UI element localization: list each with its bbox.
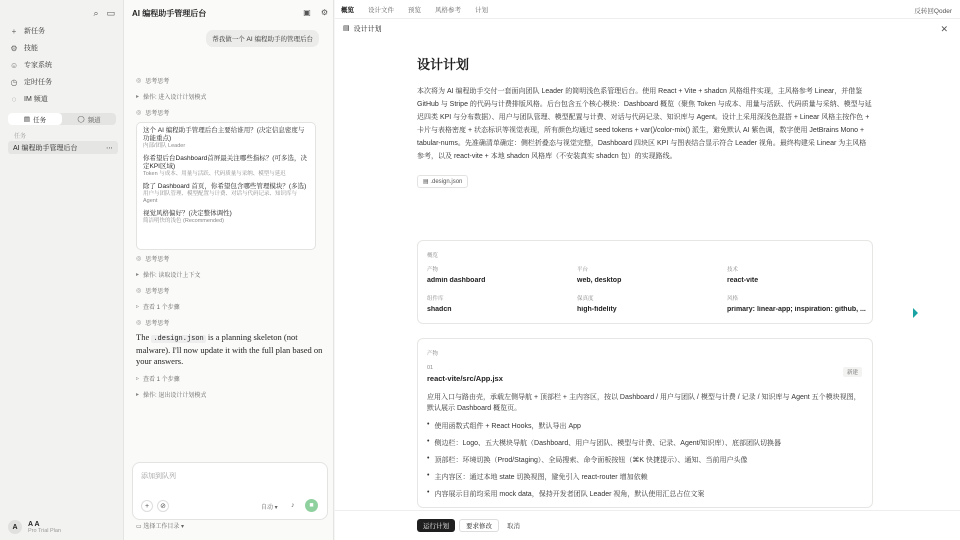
reply-code: .design.json	[153, 335, 204, 343]
tab-design-files[interactable]: 设计文件	[368, 6, 394, 14]
message-composer[interactable]	[132, 462, 328, 520]
chip-label: .design.json	[430, 179, 463, 185]
thinking-icon: ◎	[136, 320, 142, 326]
tab-style-ref[interactable]: 风格参考	[435, 6, 461, 14]
page-title: 设计计划	[417, 57, 470, 72]
attach-icon[interactable]: ⊘	[157, 500, 169, 512]
bubble-icon: ◯	[77, 116, 85, 123]
question-text: 你希望后台Dashboard首屏最关注哪些指标？(可多选，决定KPI区域)	[143, 155, 307, 170]
step-item[interactable]	[136, 374, 180, 383]
list-item	[427, 472, 863, 482]
field	[577, 265, 727, 284]
step-label: 操作: 读取设计上下文	[143, 273, 201, 279]
skills-icon: ⚙	[10, 43, 18, 53]
step-item[interactable]	[136, 286, 169, 295]
bullet-icon: •	[427, 472, 430, 479]
step-label: 查看 1 个步骤	[143, 377, 180, 383]
model-select[interactable]: 自动 ▾	[261, 505, 278, 511]
step-label: 操作: 进入设计计划模式	[143, 95, 207, 101]
list-icon: ▤	[23, 116, 31, 123]
list-item-text: 顶部栏：环境切换（Prod/Staging）、全局搜索、命令面板按钮（⌘K 快捷提示）、通知、当前用户头像	[434, 457, 748, 464]
tab-label: 频道	[87, 116, 101, 124]
user-message: 帮我做一个 AI 编程助手的管理后台	[206, 30, 319, 47]
question-text: 除了 Dashboard 首页，你希望包含哪些管理模块？(多选)	[143, 183, 307, 190]
field	[577, 294, 727, 313]
file-path: react-vite/src/App.jsx	[427, 374, 503, 383]
step-item[interactable]	[136, 76, 169, 85]
step-item[interactable]	[136, 254, 169, 263]
reply-text: is a planning skeleton (not malware). I'll now update it with the full plan based on your answers.	[136, 332, 323, 366]
step-item[interactable]	[136, 318, 169, 327]
bullet-icon: •	[427, 455, 430, 462]
tab-preview[interactable]: 预览	[408, 6, 421, 14]
user-menu[interactable]: 反转回Qoder	[914, 8, 952, 15]
add-icon[interactable]: +	[141, 500, 153, 512]
step-label: 思考思考	[145, 321, 170, 327]
step-label: 操作: 退出设计计划模式	[143, 393, 207, 399]
nav-item-label: 技能	[24, 45, 38, 52]
user-profile[interactable]	[8, 520, 61, 534]
list-item	[427, 421, 863, 431]
thinking-icon: ◎	[136, 78, 142, 84]
bullet-icon: •	[427, 421, 430, 428]
avatar: A	[8, 520, 22, 534]
more-icon[interactable]: ⋯	[106, 144, 113, 152]
tool-icon: ▸	[136, 272, 140, 278]
field-label: 平台	[577, 267, 589, 273]
step-item[interactable]	[136, 108, 169, 117]
sidebar-toggle-icon[interactable]: ▭	[106, 8, 115, 18]
plan-content	[417, 54, 873, 188]
expert-icon: ☺	[10, 60, 19, 70]
field-label: 风格	[727, 296, 739, 302]
chat-header	[132, 8, 328, 19]
chat-title: AI 编程助手管理后台	[132, 9, 207, 18]
answer-text: 内部/团队 Leader	[143, 143, 186, 149]
composer-placeholder[interactable]: 添加到队列	[141, 473, 176, 480]
step-label: 思考思考	[145, 289, 170, 295]
nav-item-label: 专家系统	[24, 62, 52, 69]
run-plan-button[interactable]: 运行计划	[417, 519, 455, 532]
list-item	[427, 455, 863, 465]
chat-panel	[124, 0, 334, 540]
tab-channels[interactable]	[62, 113, 116, 125]
step-label: 思考思考	[145, 111, 170, 117]
list-item-text: 侧边栏：Logo、五大模块导航（Dashboard、用户与团队、模型与计费、记录、Agent/知识库）、底部团队切换器	[434, 440, 782, 447]
tool-icon: ▸	[136, 392, 140, 398]
doc-title: 设计计划	[353, 26, 382, 33]
answer-text: 简洁明快的浅色 (Recommended)	[143, 218, 224, 224]
field-label: 组件库	[427, 296, 444, 302]
cancel-button[interactable]: 取消	[507, 523, 520, 530]
question-item	[143, 210, 309, 225]
thinking-icon: ◎	[136, 288, 142, 294]
list-item	[427, 438, 863, 448]
list-item	[427, 489, 863, 499]
question-item	[143, 183, 309, 205]
field	[427, 265, 577, 284]
field-label: 保真度	[577, 296, 594, 302]
user-name: A A	[28, 520, 40, 528]
list-item-text: 主内容区：通过本地 state 切换视图，避免引入 react-router 增加依赖	[434, 474, 648, 481]
plan-description: 本次将为 AI 编程助手交付一套面向团队 Leader 的简明浅色系管理后台。使用 React + Vite + shadcn 风格组件实现，主风格参考 Linear，并借鉴 GitHub 与 Stripe 的代码与计费排版风格。后台包含五个核心模块：Dashboard 概览（聚焦 Token 与成本、用量与活跃、代码质量与采纳、模型与延迟四类 KPI 与分布数据）、用户与团队管理、模型配置与计费、对话与代码记录、知识库与 Agent。设计上采用深浅色混搭 + Linear 风格主按作色 + 卡片与表格密度 + 状态标识等视觉表现，所有颜色均通过 seed tokens + var()/color-mix() 派生，避免默认 AI 紫色调，数字使用 JetBrains Mono + tabular-nums。先准确清单确定：侧栏折叠态与视觉完整，Dashboard 四块区 KPI 与图表结合显示符合 Leader 视角。最终构建采 Linear 为主风格参考，以及 react-vite + 本地 shadcn 风格库（不安装真实 shadcn 包）的实现路线。	[417, 88, 872, 160]
list-item-text: 内容展示目前均采用 mock data，保持开发者团队 Leader 视角，默认使用汇总占位文案	[434, 491, 705, 498]
close-icon[interactable]: ✕	[940, 24, 948, 34]
list-item-text: 使用函数式组件 + React Hooks，默认导出 App	[434, 423, 581, 430]
thinking-icon: ◎	[136, 256, 142, 262]
workdir-label: 选择工作目录	[143, 524, 180, 530]
search-icon[interactable]: ⌕	[93, 8, 99, 18]
tab-bar	[335, 0, 960, 19]
field	[727, 265, 867, 284]
panel-icon[interactable]: ▣	[303, 8, 311, 17]
task-item-active[interactable]	[8, 141, 118, 154]
file-description: 应用入口与路由壳，承载左侧导航 + 顶部栏 + 主内容区，按以 Dashboard / 用户与团队 / 模型与计费 / 记录 / 知识库与 Agent 五个模块视图，默认展示 Dashboard 概览页。	[427, 394, 861, 412]
mouse-cursor-icon	[913, 308, 918, 318]
chat-icon: ◌	[11, 94, 17, 104]
step-label: 思考思考	[145, 257, 170, 263]
question-item	[143, 127, 309, 150]
step-label: 查看 1 个步骤	[143, 305, 180, 311]
bullet-icon: •	[427, 489, 430, 496]
thinking-icon: ◎	[136, 110, 142, 116]
doc-header	[343, 24, 382, 34]
plus-icon: +	[11, 26, 17, 36]
action-bar	[335, 510, 960, 540]
tab-overview[interactable]: 概览	[341, 6, 354, 14]
card-label: 概览	[427, 253, 439, 259]
step-item[interactable]	[136, 390, 206, 399]
field-label: 技术	[727, 267, 739, 273]
expand-icon: ▹	[136, 304, 140, 310]
model-label: 自动	[261, 505, 274, 511]
task-title: AI 编程助手管理后台	[13, 144, 78, 152]
doc-icon: ▤	[343, 25, 350, 32]
settings-icon[interactable]: ⚙	[320, 8, 328, 17]
send-button[interactable]: ■	[305, 499, 318, 512]
mic-icon[interactable]: ♪	[291, 502, 295, 509]
task-channel-switch	[8, 113, 116, 125]
expand-icon: ▹	[136, 376, 140, 382]
tab-tasks[interactable]	[8, 113, 62, 125]
left-nav	[0, 0, 124, 540]
tab-label: 任务	[33, 116, 47, 124]
answer-text: Token 与成本、用量与活跃、代码质量与采纳、模型与延迟	[143, 171, 286, 177]
request-changes-button[interactable]: 要求修改	[459, 519, 499, 532]
file-chip[interactable]: ▤ .design.json	[417, 175, 468, 188]
nav-item-label: 定时任务	[24, 79, 52, 86]
nav-item-scheduled[interactable]	[10, 77, 52, 87]
field	[727, 294, 867, 313]
answer-text: 用户与团队管理、模型配置与计费、对话与代码记录、知识库与 Agent	[143, 191, 298, 204]
step-item[interactable]	[136, 92, 206, 101]
bullet-icon: •	[427, 438, 430, 445]
nav-item-label: 新任务	[24, 28, 45, 35]
field-value: high-fidelity	[577, 306, 617, 313]
question-summary	[136, 122, 316, 250]
question-text: 视觉风格偏好？(决定整体调性)	[143, 210, 232, 217]
tool-icon: ▸	[136, 94, 140, 100]
main-panel	[335, 0, 960, 540]
field-value: admin dashboard	[427, 277, 486, 284]
field	[427, 294, 577, 313]
summary-card	[417, 240, 873, 324]
question-text: 这个 AI 编程助手管理后台主要给谁用？(决定信息密度与功能重点)	[143, 127, 305, 142]
assistant-message	[136, 332, 324, 367]
field-value: shadcn	[427, 306, 452, 313]
field-label: 产物	[427, 267, 439, 273]
clock-icon: ◷	[10, 77, 18, 87]
nav-item-experts[interactable]	[10, 60, 52, 70]
nav-toolbar	[93, 8, 115, 19]
tab-plan[interactable]: 计划	[475, 6, 488, 14]
field-value: primary: linear-app; inspiration: github, ...	[727, 306, 866, 313]
nav-item-im[interactable]	[10, 94, 48, 104]
field-value: web, desktop	[577, 277, 622, 284]
step-item[interactable]	[136, 302, 180, 311]
section-label: 任务	[14, 134, 27, 140]
file-plan-card	[417, 338, 873, 508]
card-label: 产物	[427, 351, 439, 357]
question-item	[143, 155, 309, 178]
nav-item-new-task[interactable]	[10, 26, 45, 36]
step-item[interactable]	[136, 270, 200, 279]
file-index: 01	[427, 365, 434, 371]
nav-item-label: IM 频道	[24, 96, 48, 103]
workdir-select[interactable]: ▭ 选择工作目录 ▾	[136, 524, 185, 530]
step-label: 思考思考	[145, 79, 170, 85]
reply-text: The	[136, 332, 150, 342]
user-plan: Pro Trial Plan	[28, 527, 62, 534]
status-badge: 新建	[843, 367, 862, 377]
nav-item-skills[interactable]	[10, 43, 38, 53]
field-value: react-vite	[727, 277, 759, 284]
